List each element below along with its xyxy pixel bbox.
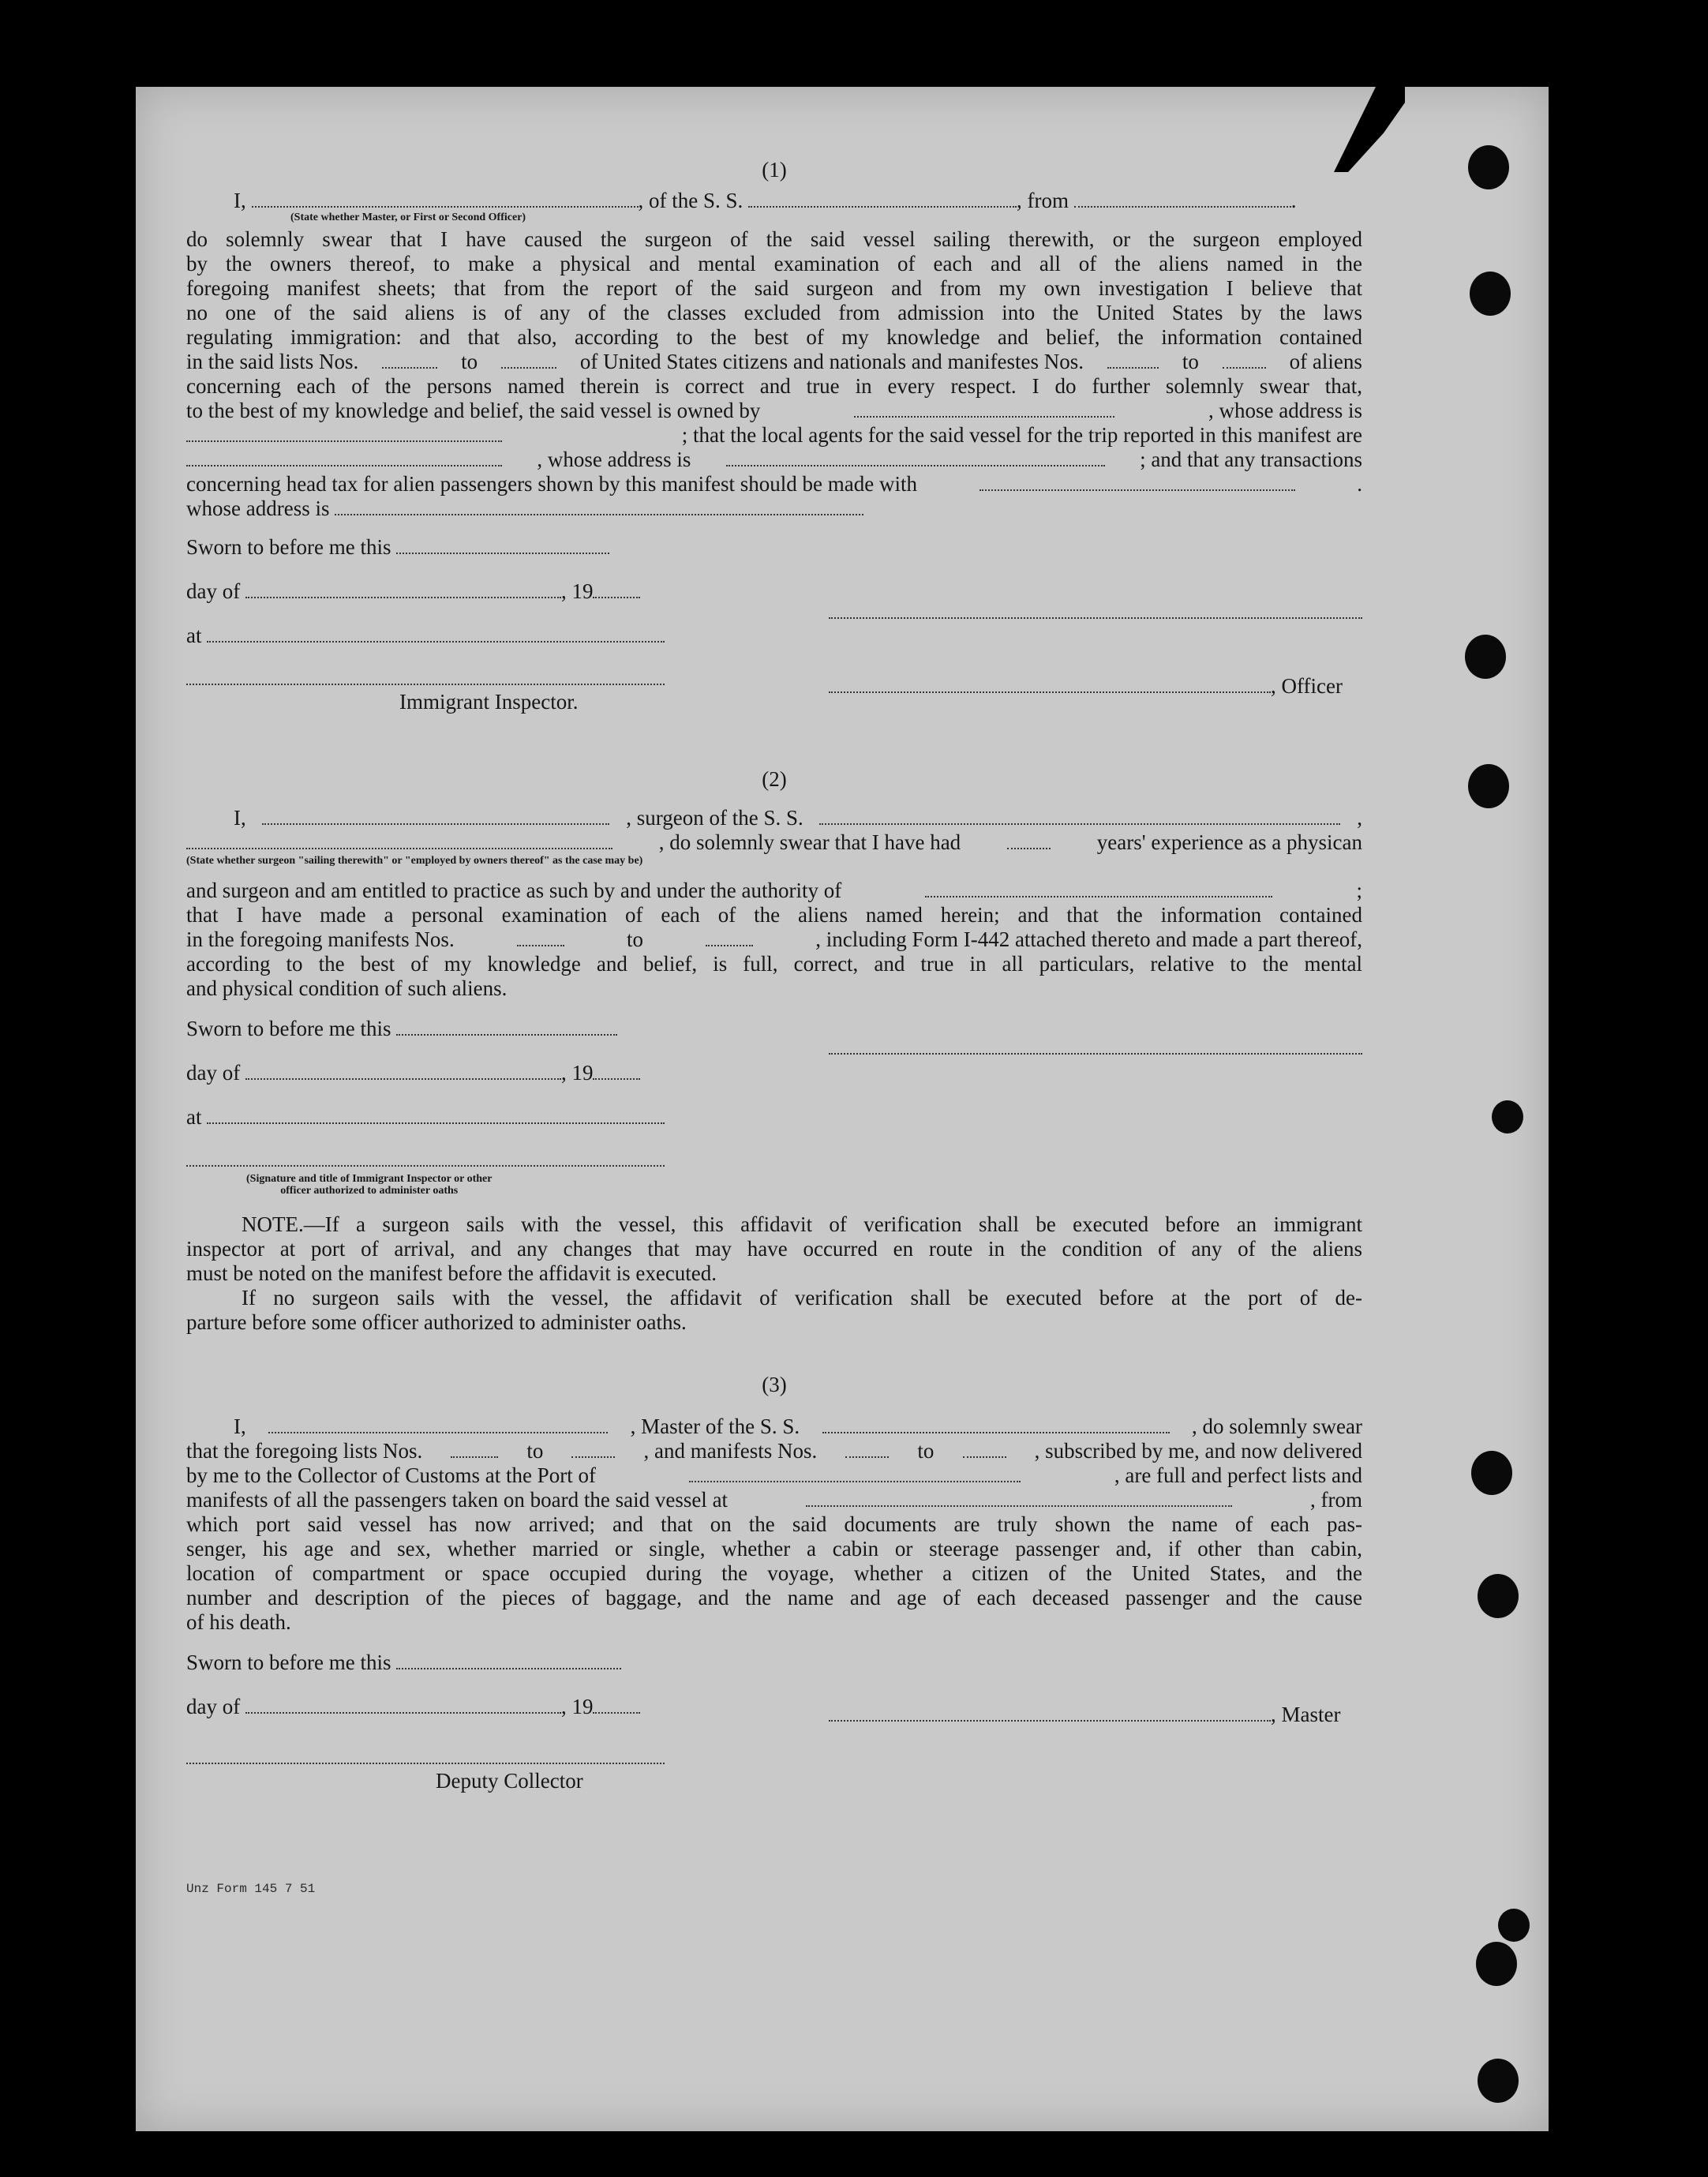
collector-signature-line[interactable] xyxy=(186,1745,665,1764)
sworn-day-field-1[interactable] xyxy=(396,535,609,554)
deputy-collector-label: Deputy Collector xyxy=(436,1769,583,1793)
section-1-number: (1) xyxy=(762,158,787,182)
master-vessel-field[interactable] xyxy=(822,1414,1170,1433)
vessel-name-field[interactable] xyxy=(748,189,1017,208)
head-tax-contact-field[interactable] xyxy=(979,472,1295,491)
sworn-day-field-2[interactable] xyxy=(396,1017,617,1036)
master-signature-line[interactable] xyxy=(829,1703,1271,1722)
from-port-field[interactable] xyxy=(1074,189,1291,208)
section-1-paragraph: do solemnly swear that I have caused the surgeon of the said vessel sailing therewith, or the surgeon employed by the owners thereof, to make a physical and mental examination of each and all of the aliens named in the foregoing manifest sheets; that from the report of the said surgeon and from my own investigation I believe that no one of the said aliens is of any of the classes excluded from admission into the United States by the laws regulating immigration: and that also, according to the best of my knowledge and belief, the information contained in the said lists Nos. to of United States citizens and nationals and manifestes Nos. to of aliens concerning each of the persons named therein is correct and true in every respect. I do further solemnly swear that, to the best of my knowledge and belief, the said vessel is owned by , whose address is ; that the local agents for the said vessel for the trip reported in this manifest are , whose address is ; and that any transactions concerning head tax for alien passengers shown by this manifest should be made with . whose address is xyxy=(186,227,1362,520)
section-3-number: (3) xyxy=(762,1373,787,1396)
citizen-list-from-field[interactable] xyxy=(382,350,437,369)
section-3-signatures: Sworn to before me this day of , 19 , Master Deputy Collector xyxy=(186,1651,1341,1793)
surgeon-signature-line[interactable] xyxy=(829,1036,1362,1055)
master-list-from-field[interactable] xyxy=(451,1439,498,1458)
citizen-list-to-field[interactable] xyxy=(501,350,556,369)
sworn-year-field-2[interactable] xyxy=(593,1061,640,1080)
punch-hole xyxy=(1465,635,1506,679)
affidavit-document: (1) I, , of the S. S. , from . (State whether Master, or First or Second Officer) do solemnly swear that I have caused the surgeon of the said vessel sailing therewith, or the surgeon employed by the owners thereof, to make a physical and mental examination of each and all of the aliens named in the foregoing manifest sheets; that from the report of the said surgeon and from my own investigation I believe that no one of the said aliens is of any of the classes excluded from admission into the United States by the laws regulating immigration: and that also, according to the best of my knowledge and belief, the information contained in the said lists Nos. to of United States citizens and nationals and manifestes Nos. to of aliens concerning each of the persons named therein is correct and true in every respect. I do further solemnly swear that, to the best of my knowledge and belief, the said vessel is owned by , whose address is ; that the local agents for the said vessel for the trip reported in this manifest are , whose address is ; and that any transactions concerning head tax for alien passengers shown by this manifest should be made with . whose address is Sworn to before me this day of , 19 at , Officer Immigrant Inspector. (2) I, , surgeon of the S. S. , , do solemnly swear that I have had years' experience as a physican (State whether surgeon "sailing therewith" or "employed by owners thereof" as the case may be) and surgeon and am entitled to practice as such by and under the authority of ; that I have made a personal examination of each of the aliens named herein; and that the information contained in the foregoing manifests Nos. to , including Form I-442 attached thereto and made a part thereof, according to the best of my knowledge and belief, is full, correct, and true in all particulars, relative to the mental and physical condition of such aliens. Sworn to before me this day of , 19 at (Signature and title of Immigrant Inspector or other officer authorized to administer oaths NOTE.—If a surgeon sails with the vessel, this affidavit of verification shall be executed before an immigrant inspector at port of arrival, and any changes that may have occurred en route in the condition of any of the aliens must be noted on the manifest before the affidavit is executed. If no surgeon sails with the vessel, the affidavit of verification shall be executed before at the port of de- parture before some officer authorized to administer oaths. (3) I, , Master of the S. S. , do solemnly swear that the foregoing lists Nos. to , and manifests Nos. to , subscribed by me, and now delivered by me to the Collector of Customs at the Port of , are full and perfect lists and manifests of all the passengers taken on board the said vessel at , from which port said vessel has now arrived; and that on the said documents are truly shown the name of each pas- senger, his age and sex, whether married or single, whether a cabin or steerage passenger and, if other than cabin, location of compartment or space occupied during the voyage, whether a citizen of the United States, and the number and description of the pieces of baggage, and the name and age of each deceased passenger and the cause of his death. Sworn to before me this day of , 19 , Master Deputy Collector xyxy=(186,150,1362,1808)
sworn-month-field-3[interactable] xyxy=(245,1695,561,1714)
master-list-to-field[interactable] xyxy=(571,1439,615,1458)
officer-rank-note: (State whether Master, or First or Second Officer) xyxy=(290,212,526,223)
surgeon-manifest-from-field[interactable] xyxy=(517,927,564,946)
vessel-owner-field[interactable] xyxy=(854,399,1114,418)
surgeon-name-field[interactable] xyxy=(262,806,609,825)
sworn-year-field-1[interactable] xyxy=(593,579,640,598)
punch-hole xyxy=(1476,1942,1517,1986)
punch-hole xyxy=(1492,1100,1523,1133)
form-number: Unz Form 145 7 51 xyxy=(186,1882,316,1896)
punch-hole xyxy=(1470,272,1511,316)
practice-authority-field[interactable] xyxy=(925,879,1272,897)
sworn-month-field-2[interactable] xyxy=(245,1061,561,1080)
officer-name-line[interactable] xyxy=(829,674,1271,693)
surgeon-vessel-field[interactable] xyxy=(819,806,1340,825)
surgeon-status-note: (State whether surgeon "sailing therewith" or "employed by owners thereof" as the case may be) xyxy=(186,855,643,867)
owner-address-field[interactable] xyxy=(186,423,502,442)
alien-manifest-from-field[interactable] xyxy=(1107,350,1159,369)
note-block: NOTE.—If a surgeon sails with the vessel, this affidavit of verification shall be executed before an immigrant inspector at port of arrival, and any changes that may have occurred en route in the condition of any of the aliens must be noted on the manifest before the affidavit is executed. If no surgeon sails with the vessel, the affidavit of verification shall be executed before at the port of de- parture before some officer authorized to administer oaths. xyxy=(186,1212,1362,1334)
master-name-field[interactable] xyxy=(268,1414,608,1433)
signature-note-line-1: (Signature and title of Immigrant Inspector or other xyxy=(246,1173,493,1185)
immigrant-inspector-label: Immigrant Inspector. xyxy=(399,690,579,714)
master-manifest-from-field[interactable] xyxy=(845,1439,889,1458)
years-experience-field[interactable] xyxy=(1007,830,1051,849)
punch-hole xyxy=(1478,2059,1519,2103)
head-tax-address-field[interactable] xyxy=(335,496,863,515)
section-2-number: (2) xyxy=(762,767,787,791)
sworn-at-field-2[interactable] xyxy=(207,1105,665,1124)
section-2-signatures: Sworn to before me this day of , 19 at (Signature and title of Immigrant Inspector or other officer authorized to administer oaths xyxy=(186,1017,1362,1222)
signature-note-line-2: officer authorized to administer oaths xyxy=(280,1185,459,1197)
punch-hole xyxy=(1471,1451,1512,1495)
authorized-officer-signature-line[interactable] xyxy=(186,1148,665,1167)
officer-signature-line[interactable] xyxy=(829,600,1362,619)
inspector-signature-line[interactable] xyxy=(186,666,665,685)
sworn-day-field-3[interactable] xyxy=(396,1651,621,1669)
punch-hole xyxy=(1498,1909,1530,1942)
agents-address-field[interactable] xyxy=(726,448,1105,466)
alien-manifest-to-field[interactable] xyxy=(1223,350,1266,369)
punch-hole xyxy=(1478,1574,1519,1618)
punch-hole xyxy=(1468,145,1509,189)
local-agents-field[interactable] xyxy=(186,448,502,466)
sworn-at-field-1[interactable] xyxy=(207,624,665,643)
port-of-customs-field[interactable] xyxy=(689,1463,1021,1482)
sworn-year-field-3[interactable] xyxy=(593,1695,640,1714)
master-manifest-to-field[interactable] xyxy=(963,1439,1006,1458)
officer-name-field[interactable] xyxy=(252,189,639,208)
surgeon-status-field[interactable] xyxy=(186,830,612,849)
section-1-signatures: Sworn to before me this day of , 19 at , Officer Immigrant Inspector. xyxy=(186,535,1362,772)
section-1-opening-line: I, , of the S. S. , from . xyxy=(234,189,1297,212)
sworn-month-field-1[interactable] xyxy=(245,579,561,598)
boarding-port-field[interactable] xyxy=(806,1488,1232,1507)
surgeon-manifest-to-field[interactable] xyxy=(706,927,753,946)
punch-hole xyxy=(1468,764,1509,808)
